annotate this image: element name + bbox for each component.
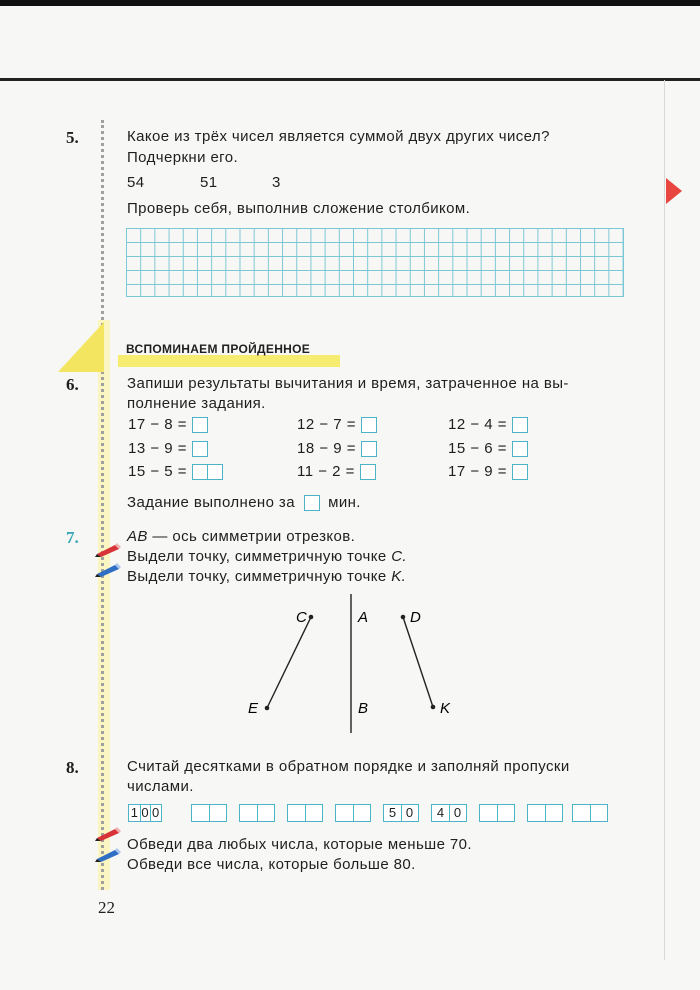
sequence-cell-40 xyxy=(431,804,467,822)
exercise-8-line2: числами. xyxy=(127,778,194,795)
answer-box[interactable] xyxy=(192,464,208,480)
equation-row xyxy=(297,440,377,457)
blue-pencil-icon xyxy=(95,848,121,862)
equation-row xyxy=(128,463,223,480)
page-number: 22 xyxy=(98,898,115,917)
axis-label: AB xyxy=(127,528,148,545)
exercise-5-line2: Подчеркни его. xyxy=(127,149,239,166)
time-prefix: Задание выполнено за xyxy=(127,494,295,511)
equation-text: 17 − 9 = xyxy=(448,463,508,480)
exercise-5-number-54[interactable]: 54 xyxy=(127,174,145,191)
label-e: E xyxy=(248,700,259,717)
sequence-blank-cell[interactable] xyxy=(572,804,608,822)
exercise-7-line3-text: Выдели точку, симметричную точке xyxy=(127,568,392,585)
equation-row xyxy=(128,440,208,457)
exercise-5-number: 5. xyxy=(66,128,79,147)
exercise-7-line3 xyxy=(127,566,406,588)
equation-text: 17 − 8 = xyxy=(128,416,188,433)
answer-box[interactable] xyxy=(361,441,377,457)
digit: 1 xyxy=(129,805,141,821)
exercise-6-number: 6. xyxy=(66,375,79,394)
exercise-8-task-red: Обведи два любых числа, которые меньше 70. xyxy=(127,836,472,853)
red-pencil-icon xyxy=(95,827,121,841)
answer-box[interactable] xyxy=(361,417,377,433)
exercise-7-line1 xyxy=(127,526,355,548)
exercise-7-line1-rest: — ось симметрии отрезков. xyxy=(147,528,356,545)
sequence-blank-cell[interactable] xyxy=(239,804,275,822)
point-d[interactable] xyxy=(401,615,406,620)
equation-text: 13 − 9 = xyxy=(128,440,188,457)
exercise-5-check: Проверь себя, выполнив сложение столбиком. xyxy=(127,200,471,217)
sequence-blank-cell[interactable] xyxy=(191,804,227,822)
digit: 0 xyxy=(152,805,160,820)
equation-row xyxy=(448,463,528,480)
exercise-8-line1: Считай десятками в обратном порядке и заполняй пропуски xyxy=(127,758,570,775)
sequence-cell-100 xyxy=(128,804,162,822)
heading-highlight xyxy=(118,355,340,367)
label-b: B xyxy=(358,700,369,717)
answer-box[interactable] xyxy=(512,417,528,433)
page-top-rule xyxy=(0,78,700,81)
time-row xyxy=(127,492,361,514)
time-answer-box[interactable] xyxy=(304,495,320,511)
answer-box[interactable] xyxy=(512,464,528,480)
blue-pencil-icon xyxy=(95,563,121,577)
equation-text: 15 − 6 = xyxy=(448,440,508,457)
segment-dk xyxy=(403,617,433,707)
exercise-6-line1: Запиши результаты вычитания и время, затраченное на вы- xyxy=(127,375,569,392)
label-a: A xyxy=(358,609,369,626)
equation-row xyxy=(448,440,528,457)
red-pencil-icon xyxy=(95,543,121,557)
sequence-blank-cell[interactable] xyxy=(335,804,371,822)
label-k: K xyxy=(440,700,451,717)
point-c[interactable] xyxy=(309,615,314,620)
exercise-7-number: 7. xyxy=(66,528,79,547)
digit: 0 xyxy=(140,805,152,821)
answer-box[interactable] xyxy=(192,441,208,457)
sequence-blank-cell[interactable] xyxy=(527,804,563,822)
time-suffix: мин. xyxy=(328,494,361,511)
segment-ce xyxy=(267,617,311,708)
dotted-margin-line xyxy=(101,120,106,890)
yellow-triangle-decoration xyxy=(58,322,104,372)
equation-row xyxy=(297,463,376,480)
digit: 5 xyxy=(384,805,402,821)
sequence-blank-cell[interactable] xyxy=(287,804,323,822)
exercise-5-number-51[interactable]: 51 xyxy=(200,174,218,191)
exercise-6-line2: полнение задания. xyxy=(127,395,266,412)
point-c-ref: C. xyxy=(391,548,408,565)
top-edge xyxy=(0,0,700,6)
point-e[interactable] xyxy=(265,706,270,711)
exercise-5-number-3[interactable]: 3 xyxy=(272,174,281,191)
sequence-blank-cell[interactable] xyxy=(479,804,515,822)
digit: 0 xyxy=(405,805,414,820)
exercise-7-line2 xyxy=(127,546,407,568)
digit: 0 xyxy=(453,805,462,820)
exercise-8-number: 8. xyxy=(66,758,79,777)
equation-text: 15 − 5 = xyxy=(128,463,188,480)
right-margin-line xyxy=(664,80,665,960)
answer-box[interactable] xyxy=(192,417,208,433)
digit: 4 xyxy=(432,805,450,821)
section-heading: ВСПОМИНАЕМ ПРОЙДЕННОЕ xyxy=(126,342,311,356)
equation-row xyxy=(297,416,377,433)
number-sequence xyxy=(128,804,608,822)
label-d: D xyxy=(410,609,421,626)
symmetry-diagram xyxy=(240,588,470,740)
exercise-8-task-blue: Обведи все числа, которые больше 80. xyxy=(127,856,416,873)
answer-box[interactable] xyxy=(360,464,376,480)
equation-text: 12 − 4 = xyxy=(448,416,508,433)
equation-row xyxy=(448,416,528,433)
red-arrow-icon xyxy=(666,178,682,204)
equation-text: 12 − 7 = xyxy=(297,416,357,433)
point-k-ref: K. xyxy=(391,568,407,585)
point-k[interactable] xyxy=(431,705,436,710)
squared-grid-area[interactable] xyxy=(126,228,624,297)
equation-text: 18 − 9 = xyxy=(297,440,357,457)
equation-row xyxy=(128,416,208,433)
exercise-5-line1: Какое из трёх чисел является суммой двух других чисел? xyxy=(127,128,550,145)
sequence-cell-50 xyxy=(383,804,419,822)
answer-box[interactable] xyxy=(512,441,528,457)
equation-text: 11 − 2 = xyxy=(297,463,355,480)
exercise-7-line2-text: Выдели точку, симметричную точке xyxy=(127,548,392,565)
label-c: C xyxy=(296,609,307,626)
answer-box[interactable] xyxy=(207,464,223,480)
